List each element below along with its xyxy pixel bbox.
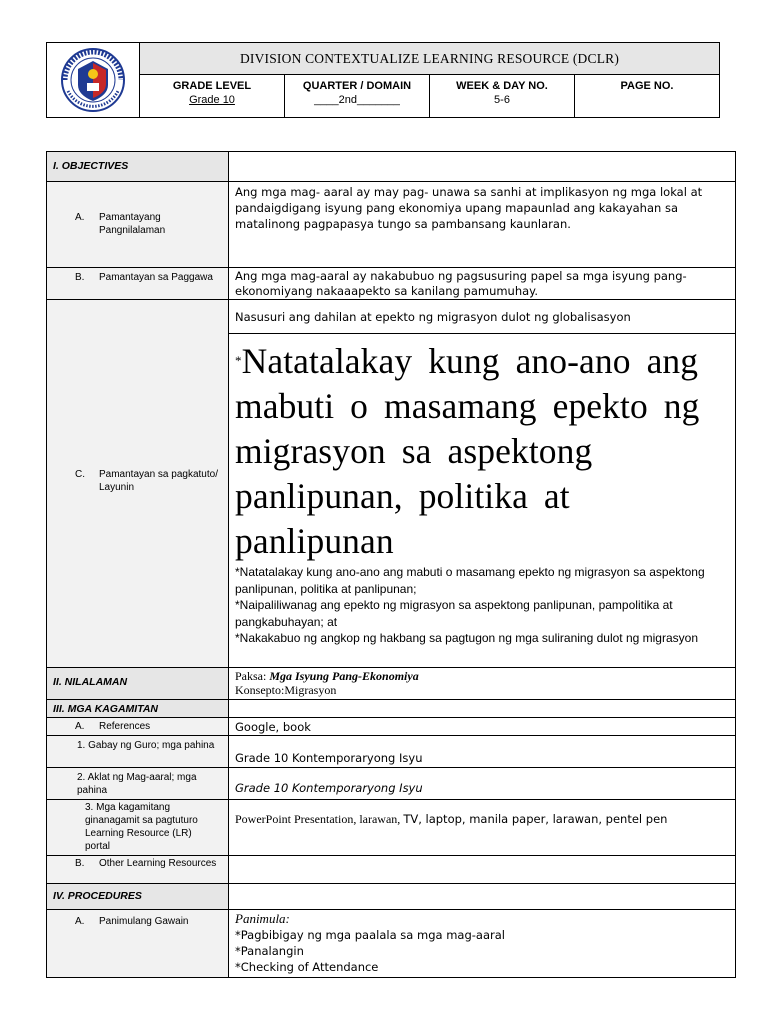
competency-big-text: *Natatalakay kung ano-ano ang mabuti o masamang epekto ng migrasyon sa aspektong panlipunan, politika at panlipunan	[235, 341, 700, 561]
performance-standard-row: B. Pamantayan sa Paggawa Ang mga mag-aaral ay nakabubuo ng pagsusuring papel sa mga isyung pang-ekonomiyang nakaaapekto sa kanilang pamumuhay.	[47, 268, 736, 300]
quarter-value: ____2nd_______	[314, 94, 400, 106]
competency-item-2: *Naipaliliwanag ang epekto ng migrasyon sa aspektong panlipunan, pampolitika at pangkabuhayan; at	[235, 598, 673, 629]
other-resources-value	[229, 856, 736, 884]
teacher-guide-value: Grade 10 Kontemporaryong Isyu	[229, 736, 736, 768]
competency-item-1: *Natatalakay kung ano-ano ang mabuti o masamang epekto ng migrasyon sa aspektong panlipunan, politika at panlipunan;	[235, 565, 705, 596]
deped-seal-icon	[56, 47, 130, 113]
competency-line-1: Nasusuri ang dahilan at epekto ng migrasyon dulot ng globalisasyon	[229, 300, 736, 334]
learner-book-value: Grade 10 Kontemporaryong Isyu	[229, 768, 736, 800]
resource-title: DIVISION CONTEXTUALIZE LEARNING RESOURCE (DCLR)	[140, 43, 720, 75]
paksa-label: Paksa:	[235, 669, 270, 683]
panimulang-gawain-row: A. Panimulang Gawain Panimula: *Pagbibigay ng mga paalala sa mga mag-aaral *Panalangin *Checking of Attendance	[47, 910, 736, 978]
panimulang-gawain-label: Panimulang Gawain	[99, 916, 189, 927]
content-standard-row: A. Pamantayang Pangnilalaman Ang mga mag- aaral ay may pag- unawa sa sanhi at implikasyon ng mga lokal at pandaigdigang isyung pang ekonomiya upang mapaunlad ang kakayahan sa matalinong pagpapasya tungo sa pambansang kaunlaran.	[47, 182, 736, 268]
procedures-heading: IV. PROCEDURES	[47, 884, 229, 910]
week-day-value: 5-6	[494, 94, 510, 106]
references-row: A. References Google, book	[47, 718, 736, 736]
learner-book-label: 2. Aklat ng Mag-aaral; mga pahina	[77, 772, 197, 796]
references-value: Google, book	[229, 718, 736, 736]
paksa-value: Mga Isyung Pang-Ekonomiya	[269, 669, 419, 683]
logo-cell	[47, 43, 140, 118]
teacher-guide-label: 1. Gabay ng Guro; mga pahina	[77, 740, 215, 751]
objectives-heading: I. OBJECTIVES	[47, 152, 229, 182]
other-resources-label: Other Learning Resources	[99, 858, 217, 869]
header-table	[46, 42, 720, 118]
grade-level-value: Grade 10	[189, 94, 235, 106]
content-standard-label: Pamantayang Pangnilalaman	[99, 212, 166, 236]
page-no-cell	[575, 75, 720, 118]
kagamitan-row	[47, 700, 736, 718]
lesson-plan-table	[46, 151, 736, 978]
performance-standard-text: Ang mga mag-aaral ay nakabubuo ng pagsusuring papel sa mga isyung pang-ekonomiyang nakaaapekto sa kanilang pamumuhay.	[229, 268, 736, 300]
lr-portal-row	[47, 800, 736, 856]
nilalaman-heading: II. NILALAMAN	[47, 668, 229, 700]
procedures-row	[47, 884, 736, 910]
other-resources-row: B. Other Learning Resources	[47, 856, 736, 884]
procedure-item-3: *Checking of Attendance	[235, 960, 379, 974]
performance-standard-label: Pamantayan sa Paggawa	[99, 272, 213, 283]
references-label: References	[99, 721, 151, 732]
lr-portal-label: 3. Mga kagamitang ginanagamit sa pagtuturo Learning Resource (LR) portal	[85, 802, 198, 852]
learning-competency-row: C. Pamantayan sa pagkatuto/ Layunin Nasusuri ang dahilan at epekto ng migrasyon dulot ng globalisasyon	[47, 300, 736, 334]
week-day-label: WEEK & DAY NO.	[456, 80, 548, 92]
lr-portal-value: PowerPoint Presentation, larawan, TV, laptop, manila paper, larawan, pentel pen	[229, 800, 736, 856]
grade-level-cell	[140, 75, 285, 118]
objectives-row	[47, 152, 736, 182]
panimula-heading: Panimula:	[235, 911, 290, 926]
konsepto-text: Konsepto:Migrasyon	[235, 683, 337, 697]
page-no-label: PAGE NO.	[620, 80, 674, 92]
quarter-label: QUARTER / DOMAIN	[302, 80, 412, 92]
nilalaman-row	[47, 668, 736, 700]
content-standard-text: Ang mga mag- aaral ay may pag- unawa sa sanhi at implikasyon ng mga lokal at pandaigdigang isyung pang ekonomiya upang mapaunlad ang kakayahan sa matalinong pagpapasya tungo sa pambansang kaunlaran.	[229, 182, 736, 268]
kagamitan-heading: III. MGA KAGAMITAN	[47, 700, 229, 718]
teacher-guide-row	[47, 736, 736, 768]
grade-level-label: GRADE LEVEL	[172, 80, 252, 92]
quarter-cell	[285, 75, 430, 118]
competency-item-3: *Nakakabuo ng angkop ng hakbang sa pagtugon ng mga suliraning dulot ng migrasyon	[235, 631, 698, 645]
procedure-item-1: *Pagbibigay ng mga paalala sa mga mag-aaral	[235, 928, 505, 942]
learner-book-row	[47, 768, 736, 800]
week-day-cell	[430, 75, 575, 118]
learning-competency-label: Pamantayan sa pagkatuto/ Layunin	[99, 468, 218, 493]
procedure-item-2: *Panalangin	[235, 944, 304, 958]
